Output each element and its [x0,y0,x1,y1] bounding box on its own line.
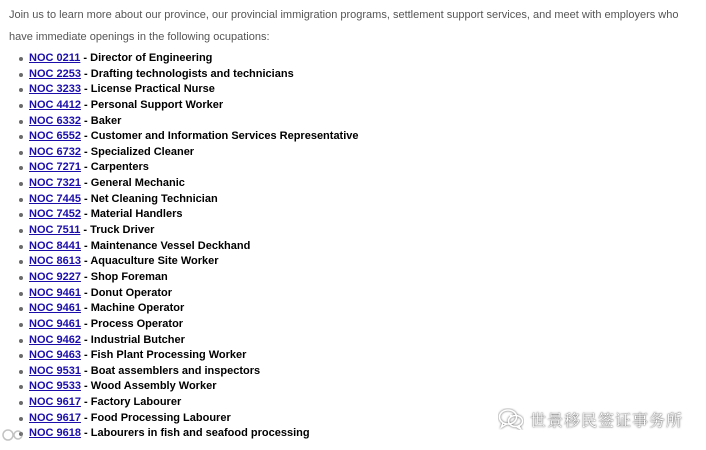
occupation-title: Material Handlers [90,208,183,221]
bullet-icon [19,339,23,343]
occupation-title: Director of Engineering [90,52,213,64]
separator: - [80,286,91,299]
separator: - [80,364,91,377]
separator: - [80,192,91,205]
occupation-title: Carpenters [90,161,149,174]
separator: - [80,270,91,283]
bullet-icon [19,417,23,421]
bullet-icon [19,213,23,217]
separator: - [80,302,91,315]
bullet-icon [19,166,23,170]
occupation-list-item [0,301,359,317]
noc-code-link[interactable]: NOC 9227 [29,270,81,283]
noc-code-link[interactable]: NOC 9618 [29,427,81,440]
bullet-icon [19,245,23,249]
occupation-title: Labourers in fish and seafood processing [90,427,310,440]
occupation-title: Process Operator [90,317,184,330]
noc-code-link[interactable]: NOC 7511 [29,224,81,237]
separator: - [80,380,91,393]
bullet-icon [19,135,23,139]
separator: - [80,333,91,346]
separator: - [80,224,91,237]
bullet-icon [19,182,23,186]
separator: - [80,396,91,409]
noc-code-link[interactable]: NOC 6732 [29,145,81,158]
occupation-list-item [0,426,359,442]
bullet-icon [19,401,23,405]
noc-code-link[interactable]: NOC 9461 [29,286,81,299]
occupation-title: Truck Driver [90,224,155,237]
occupation-list-item [0,98,359,114]
noc-code-link[interactable]: NOC 7271 [29,161,81,174]
occupation-title: Industrial Butcher [90,333,185,346]
occupation-title: Wood Assembly Worker [90,380,217,393]
bullet-icon [19,307,23,311]
intro-paragraph: Join us to learn more about our province, our provincial immigration programs, settlement support services, and meet with employers who have immediate openings in the following ocupations: [9,9,679,43]
occupation-list-item [0,364,359,380]
separator: - [80,114,91,127]
occupation-list-item [0,67,359,83]
occupation-list-item [0,82,359,98]
occupation-title: Maintenance Vessel Deckhand [90,239,251,252]
bullet-icon [19,354,23,358]
occupation-list-item [0,207,359,223]
noc-code-link[interactable]: NOC 2253 [29,67,81,80]
occupation-list-item [0,411,359,427]
bullet-icon [19,276,23,280]
noc-code-link[interactable]: NOC 0211 [29,52,81,64]
bullet-icon [19,260,23,264]
occupation-title: Factory Labourer [90,396,182,409]
noc-code-link[interactable]: NOC 8613 [29,255,81,268]
bullet-icon [19,88,23,92]
separator: - [80,411,91,424]
occupation-title: Specialized Cleaner [90,145,195,158]
occupation-title: Net Cleaning Technician [90,192,218,205]
occupation-list-item [0,239,359,255]
occupation-title: License Practical Nurse [90,83,215,96]
separator: - [80,161,91,174]
occupation-list-item [0,379,359,395]
bullet-icon [19,57,23,61]
occupation-title: Machine Operator [90,302,185,315]
watermark-text: 世景移民签证事务所 [530,410,684,430]
separator: - [80,67,91,80]
bullet-icon [19,73,23,77]
occupation-list-item [0,254,359,270]
occupation-list [0,51,359,442]
bullet-icon [19,323,23,327]
bullet-icon [19,292,23,296]
bullet-icon [19,151,23,155]
occupation-title: Donut Operator [90,286,173,299]
separator: - [80,177,91,190]
occupation-list-item [0,395,359,411]
occupation-list-item [0,114,359,130]
separator: - [80,349,91,362]
occupation-title: Fish Plant Processing Worker [90,349,247,362]
bullet-icon [19,385,23,389]
noc-code-link[interactable]: NOC 9462 [29,333,81,346]
noc-code-link[interactable]: NOC 9461 [29,317,81,330]
occupation-title: Drafting technologists and technicians [90,67,294,80]
occupation-list-item [0,51,359,67]
noc-code-link[interactable]: NOC 6332 [29,114,81,127]
noc-code-link[interactable]: NOC 8441 [29,239,81,252]
noc-code-link[interactable]: NOC 9463 [29,349,81,362]
noc-code-link[interactable]: NOC 9617 [29,411,81,424]
separator: - [80,98,91,111]
occupation-list-item [0,160,359,176]
occupation-list-item [0,317,359,333]
separator: - [80,130,91,143]
watermark [498,404,683,434]
separator: - [80,255,91,268]
separator: - [80,317,91,330]
occupation-list-item [0,176,359,192]
bullet-icon [19,198,23,202]
occupation-list-item [0,348,359,364]
separator: - [80,427,91,440]
separator: - [80,208,91,221]
bullet-icon [19,120,23,124]
corner-logo-icon [2,427,24,443]
occupation-title: Boat assemblers and inspectors [90,364,261,377]
occupation-list-item [0,145,359,161]
noc-code-link[interactable]: NOC 7445 [29,192,81,205]
occupation-title: Personal Support Worker [90,98,224,111]
occupation-list-item [0,223,359,239]
noc-code-link[interactable]: NOC 9617 [29,396,81,409]
noc-code-link[interactable]: NOC 3233 [29,83,81,96]
noc-code-link[interactable]: NOC 9461 [29,302,81,315]
bullet-icon [19,370,23,374]
occupation-list-item [0,270,359,286]
occupation-list-item [0,333,359,349]
separator: - [80,83,91,96]
occupation-title: Aquaculture Site Worker [90,255,219,268]
separator: - [80,239,91,252]
wechat-icon [498,408,524,430]
noc-code-link[interactable]: NOC 7321 [29,177,81,190]
separator: - [80,52,91,64]
noc-code-link[interactable]: NOC 9533 [29,380,81,393]
separator: - [80,145,91,158]
occupation-title: Customer and Information Services Representative [90,130,359,143]
occupation-title: Shop Foreman [90,270,168,283]
occupation-title: Baker [90,114,122,127]
occupation-list-item [0,192,359,208]
noc-code-link[interactable]: NOC 7452 [29,208,81,221]
occupation-title: General Mechanic [90,177,185,190]
noc-code-link[interactable]: NOC 4412 [29,98,81,111]
occupation-list-item [0,286,359,302]
noc-code-link[interactable]: NOC 6552 [29,130,81,143]
noc-code-link[interactable]: NOC 9531 [29,364,81,377]
bullet-icon [19,229,23,233]
occupation-list-item [0,129,359,145]
bullet-icon [19,104,23,108]
occupation-title: Food Processing Labourer [90,411,231,424]
